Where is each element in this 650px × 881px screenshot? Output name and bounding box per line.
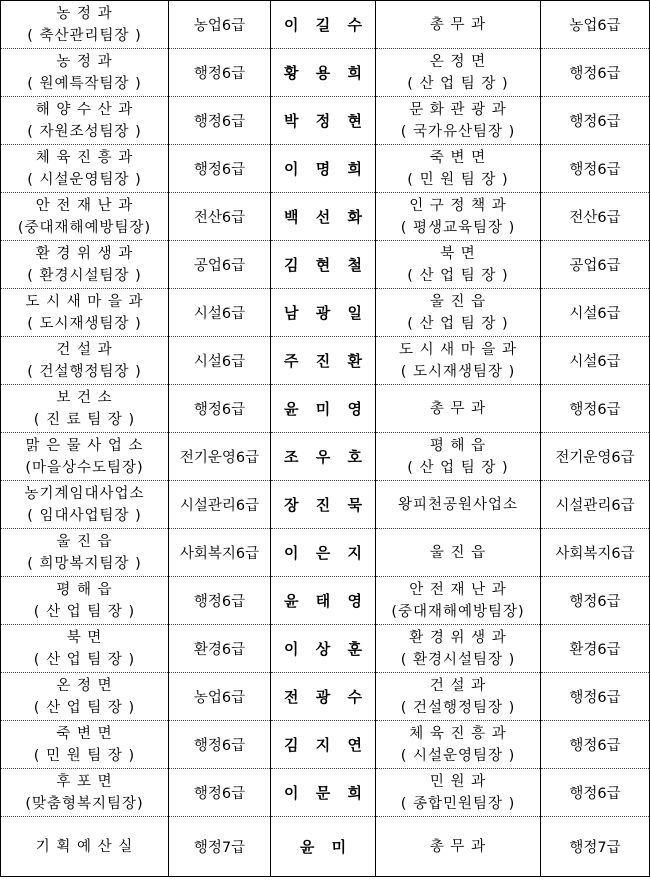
- previous-post-cell: [1, 97, 169, 145]
- department-name: 농 정 과: [56, 53, 113, 70]
- team-name: (중대재해예방팀장): [391, 603, 525, 620]
- table-row: [1, 1, 650, 49]
- previous-post-cell: [1, 1, 169, 49]
- new-grade-cell: 행정6급: [541, 385, 650, 433]
- team-name: ( 원예특작팀장 ): [27, 75, 142, 92]
- team-name: ( 시설운영팀장 ): [400, 747, 516, 764]
- department-name: 체 육 진 흥 과: [409, 725, 507, 742]
- new-post-cell: [376, 1, 541, 49]
- department-name: 온 정 면: [429, 53, 487, 70]
- new-post-cell: [376, 385, 541, 433]
- previous-grade-cell: 행정6급: [169, 49, 271, 97]
- department-name: 맑 은 물 사 업 소: [25, 437, 144, 454]
- team-name: ( 환경시설팀장 ): [27, 267, 142, 284]
- new-grade-cell: 행정6급: [541, 721, 650, 769]
- department-name: 문 화 관 광 과: [409, 101, 507, 118]
- person-name-cell: 윤 태 영: [271, 577, 376, 625]
- previous-grade-cell: 환경6급: [169, 625, 271, 673]
- department-name: 환 경 위 생 과: [409, 629, 507, 646]
- team-name: ( 민 원 팀 장 ): [33, 747, 136, 764]
- department-name: 죽 변 면: [56, 725, 113, 742]
- department-name: 죽 변 면: [429, 149, 487, 166]
- new-post-cell: [376, 241, 541, 289]
- previous-grade-cell: 농업6급: [169, 673, 271, 721]
- team-name: ( 산 업 팀 장 ): [33, 651, 136, 668]
- team-name: ( 건설행정팀장 ): [27, 363, 142, 380]
- new-post-cell: [376, 97, 541, 145]
- previous-grade-cell: 행정6급: [169, 769, 271, 817]
- previous-post-cell: [1, 289, 169, 337]
- team-name: ( 종합민원팀장 ): [400, 795, 516, 812]
- table-row: [1, 625, 650, 673]
- department-name: 왕피천공원사업소: [397, 496, 519, 513]
- previous-grade-cell: 공업6급: [169, 241, 271, 289]
- team-name: ( 환경시설팀장 ): [400, 651, 516, 668]
- previous-post-cell: [1, 625, 169, 673]
- team-name: (마을상수도팀장): [25, 459, 144, 476]
- person-name-cell: 전 광 수: [271, 673, 376, 721]
- department-name: 북 면: [440, 245, 476, 262]
- department-name: 평 해 읍: [56, 581, 113, 598]
- team-name: ( 희망복지팀장 ): [27, 555, 142, 572]
- new-grade-cell: 환경6급: [541, 625, 650, 673]
- previous-grade-cell: 시설관리6급: [169, 481, 271, 529]
- department-name: 총 무 과: [429, 400, 487, 417]
- department-name: 도 시 새 마 을 과: [398, 341, 518, 358]
- new-post-cell: [376, 817, 541, 877]
- department-name: 민 원 과: [429, 773, 487, 790]
- person-name-cell: 이 은 지: [271, 529, 376, 577]
- new-grade-cell: 사회복지6급: [541, 529, 650, 577]
- new-grade-cell: 시설관리6급: [541, 481, 650, 529]
- previous-grade-cell: 행정7급: [169, 817, 271, 877]
- previous-grade-cell: 행정6급: [169, 145, 271, 193]
- person-name-cell: 황 용 희: [271, 49, 376, 97]
- new-post-cell: [376, 193, 541, 241]
- department-name: 농 정 과: [56, 5, 113, 22]
- new-post-cell: [376, 145, 541, 193]
- person-name-cell: 박 정 현: [271, 97, 376, 145]
- team-name: ( 산 업 팀 장 ): [407, 315, 509, 332]
- previous-grade-cell: 행정6급: [169, 97, 271, 145]
- department-name: 총 무 과: [429, 838, 487, 855]
- previous-post-cell: [1, 769, 169, 817]
- new-post-cell: [376, 49, 541, 97]
- department-name: 해 양 수 산 과: [35, 101, 134, 118]
- person-name-cell: 이 상 훈: [271, 625, 376, 673]
- previous-post-cell: [1, 193, 169, 241]
- person-name-cell: 주 진 환: [271, 337, 376, 385]
- department-name: 총 무 과: [429, 16, 487, 33]
- team-name: ( 산 업 팀 장 ): [33, 603, 136, 620]
- team-name: ( 도시재생팀장 ): [27, 315, 142, 332]
- team-name: ( 진 료 팀 장 ): [33, 411, 136, 428]
- new-grade-cell: 전기운영6급: [541, 433, 650, 481]
- department-name: 평 해 읍: [429, 437, 487, 454]
- previous-post-cell: [1, 145, 169, 193]
- department-name: 울 진 읍: [56, 533, 113, 550]
- department-name: 도 시 새 마 을 과: [25, 293, 144, 310]
- previous-post-cell: [1, 529, 169, 577]
- new-grade-cell: 행정6급: [541, 769, 650, 817]
- table-row: [1, 385, 650, 433]
- team-name: ( 임대사업팀장 ): [27, 507, 142, 524]
- department-name: 건 설 과: [429, 677, 487, 694]
- previous-grade-cell: 전기운영6급: [169, 433, 271, 481]
- person-name-cell: 윤 미: [271, 817, 376, 877]
- new-post-cell: [376, 481, 541, 529]
- new-post-cell: [376, 625, 541, 673]
- new-grade-cell: 행정6급: [541, 97, 650, 145]
- new-grade-cell: 행정6급: [541, 673, 650, 721]
- previous-post-cell: [1, 337, 169, 385]
- previous-grade-cell: 시설6급: [169, 289, 271, 337]
- department-name: 건 설 과: [56, 341, 113, 358]
- new-post-cell: [376, 721, 541, 769]
- table-row: [1, 337, 650, 385]
- table-row: [1, 97, 650, 145]
- table-row: [1, 481, 650, 529]
- new-post-cell: [376, 337, 541, 385]
- team-name: ( 산 업 팀 장 ): [407, 267, 509, 284]
- person-name-cell: 백 선 화: [271, 193, 376, 241]
- table-row: [1, 817, 650, 877]
- previous-post-cell: [1, 481, 169, 529]
- table-row: [1, 529, 650, 577]
- new-grade-cell: 시설6급: [541, 289, 650, 337]
- previous-post-cell: [1, 241, 169, 289]
- person-name-cell: 이 길 수: [271, 1, 376, 49]
- team-name: ( 평생교육팀장 ): [400, 219, 516, 236]
- person-name-cell: 남 광 일: [271, 289, 376, 337]
- previous-post-cell: [1, 721, 169, 769]
- new-post-cell: [376, 673, 541, 721]
- previous-post-cell: [1, 49, 169, 97]
- previous-grade-cell: 농업6급: [169, 1, 271, 49]
- previous-post-cell: [1, 673, 169, 721]
- new-post-cell: [376, 577, 541, 625]
- team-name: ( 도시재생팀장 ): [400, 363, 516, 380]
- table-row: [1, 769, 650, 817]
- new-grade-cell: 행정6급: [541, 145, 650, 193]
- new-grade-cell: 공업6급: [541, 241, 650, 289]
- previous-post-cell: [1, 817, 169, 877]
- person-name-cell: 윤 미 영: [271, 385, 376, 433]
- department-name: 보 건 소: [56, 389, 113, 406]
- table-row: [1, 145, 650, 193]
- table-row: [1, 193, 650, 241]
- previous-grade-cell: 행정6급: [169, 721, 271, 769]
- team-name: (맞춤형복지팀장): [25, 795, 144, 812]
- team-name: ( 산 업 팀 장 ): [407, 75, 509, 92]
- department-name: 울 진 읍: [429, 544, 487, 561]
- team-name: ( 축산관리팀장 ): [27, 27, 142, 44]
- department-name: 울 진 읍: [429, 293, 487, 310]
- previous-grade-cell: 시설6급: [169, 337, 271, 385]
- previous-grade-cell: 사회복지6급: [169, 529, 271, 577]
- previous-post-cell: [1, 433, 169, 481]
- table-row: [1, 721, 650, 769]
- department-name: 후 포 면: [56, 773, 113, 790]
- department-name: 안 전 재 난 과: [35, 197, 134, 214]
- team-name: ( 자원조성팀장 ): [27, 123, 142, 140]
- department-name: 환 경 위 생 과: [35, 245, 134, 262]
- previous-grade-cell: 행정6급: [169, 385, 271, 433]
- previous-post-cell: [1, 577, 169, 625]
- table-row: [1, 433, 650, 481]
- team-name: ( 국가유산팀장 ): [400, 123, 516, 140]
- department-name: 인 구 정 책 과: [409, 197, 507, 214]
- person-name-cell: 김 지 연: [271, 721, 376, 769]
- department-name: 북 면: [66, 629, 103, 646]
- department-name: 농기계임대사업소: [24, 485, 145, 502]
- new-grade-cell: 행정6급: [541, 49, 650, 97]
- previous-grade-cell: 전산6급: [169, 193, 271, 241]
- person-name-cell: 김 현 철: [271, 241, 376, 289]
- team-name: (중대재해예방팀장): [17, 219, 152, 236]
- new-grade-cell: 전산6급: [541, 193, 650, 241]
- table-row: [1, 577, 650, 625]
- new-post-cell: [376, 529, 541, 577]
- department-name: 기 획 예 산 실: [35, 838, 134, 855]
- team-name: ( 민 원 팀 장 ): [407, 171, 509, 188]
- person-name-cell: 이 명 희: [271, 145, 376, 193]
- new-post-cell: [376, 433, 541, 481]
- new-grade-cell: 행정6급: [541, 577, 650, 625]
- table-body: [1, 1, 650, 877]
- new-grade-cell: 농업6급: [541, 1, 650, 49]
- team-name: ( 건설행정팀장 ): [400, 699, 516, 716]
- department-name: 안 전 재 난 과: [409, 581, 507, 598]
- department-name: 온 정 면: [56, 677, 113, 694]
- table-row: [1, 241, 650, 289]
- person-name-cell: 이 문 희: [271, 769, 376, 817]
- team-name: ( 산 업 팀 장 ): [407, 459, 509, 476]
- new-grade-cell: 시설6급: [541, 337, 650, 385]
- previous-post-cell: [1, 385, 169, 433]
- new-post-cell: [376, 769, 541, 817]
- table-row: [1, 49, 650, 97]
- previous-grade-cell: 행정6급: [169, 577, 271, 625]
- team-name: ( 산 업 팀 장 ): [33, 699, 136, 716]
- person-name-cell: 조 우 호: [271, 433, 376, 481]
- person-name-cell: 장 진 묵: [271, 481, 376, 529]
- new-post-cell: [376, 289, 541, 337]
- team-name: ( 시설운영팀장 ): [27, 171, 142, 188]
- new-grade-cell: 행정7급: [541, 817, 650, 877]
- department-name: 체 육 진 흥 과: [35, 149, 134, 166]
- table-row: [1, 673, 650, 721]
- table-row: [1, 289, 650, 337]
